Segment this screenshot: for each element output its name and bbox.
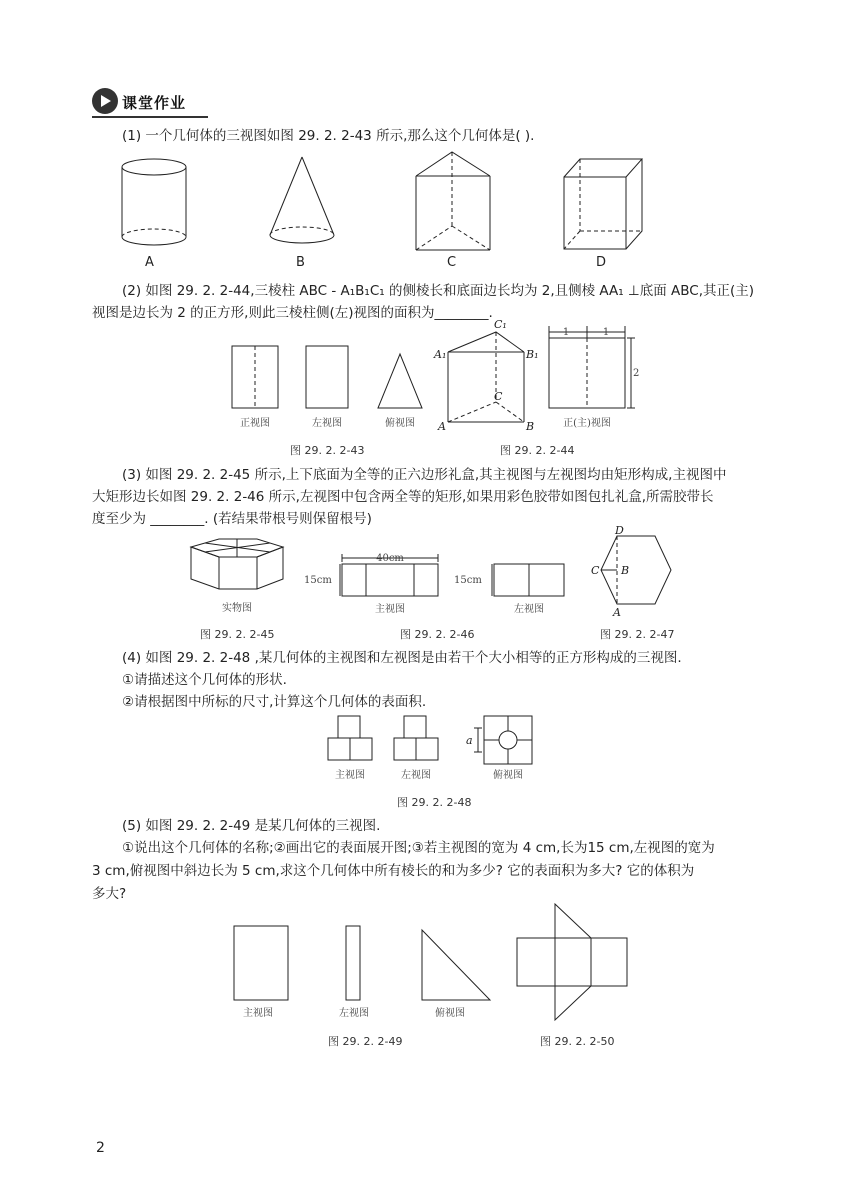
main-view-label: 主视图 bbox=[375, 604, 405, 615]
dim-2: 2 bbox=[633, 368, 640, 379]
real-view-label: 实物图 bbox=[222, 603, 252, 614]
caption-43: 图 29. 2. 2-43 bbox=[290, 444, 365, 457]
front-view-label: 正视图 bbox=[240, 418, 270, 429]
q5-left-view-label: 左视图 bbox=[339, 1008, 369, 1019]
vertex-b1: B₁ bbox=[526, 348, 539, 361]
dim-1-left: 1 bbox=[562, 327, 570, 338]
triangular-prism-figure bbox=[410, 150, 500, 255]
page-number: 2 bbox=[96, 1140, 105, 1156]
hexagon-figure-47 bbox=[585, 524, 680, 619]
hex-vertex-d: D bbox=[615, 524, 624, 537]
three-views-figure-48 bbox=[322, 712, 542, 792]
question-4-sub-1: ①请描述这个几何体的形状. bbox=[122, 672, 287, 688]
q5-top-view-label: 俯视图 bbox=[435, 1008, 465, 1019]
prism-abc-figure bbox=[432, 318, 542, 438]
cube-figure bbox=[558, 155, 648, 255]
option-b-label: B bbox=[296, 255, 305, 270]
cone-figure bbox=[262, 155, 342, 255]
vertex-c1: C₁ bbox=[494, 318, 507, 331]
main-view-figure-46 bbox=[300, 550, 445, 620]
q5-main-view-label: 主视图 bbox=[243, 1008, 273, 1019]
caption-46: 图 29. 2. 2-46 bbox=[400, 628, 475, 641]
hex-vertex-a: A bbox=[613, 606, 621, 619]
question-2-line-2: 视图是边长为 2 的正方形,则此三棱柱侧(左)视图的面积为________. bbox=[92, 305, 493, 321]
option-d-label: D bbox=[596, 255, 607, 270]
q4-top-view-label: 俯视图 bbox=[493, 770, 523, 781]
left-view-label: 左视图 bbox=[514, 604, 544, 615]
vertex-b: B bbox=[526, 420, 535, 433]
hex-vertex-c: C bbox=[591, 564, 600, 577]
vertex-c: C bbox=[494, 390, 503, 403]
question-3-line-2: 大矩形边长如图 29. 2. 2-46 所示,左视图中包含两全等的矩形,如果用彩色胶带如图包扎礼盒,所需胶带长 bbox=[92, 489, 714, 505]
left-view-figure-46 bbox=[452, 550, 572, 620]
option-c-label: C bbox=[447, 255, 457, 270]
question-1-text: (1) 一个几何体的三视图如图 29. 2. 2-43 所示,那么这个几何体是( ). bbox=[122, 128, 535, 144]
dim-a-label: a bbox=[466, 734, 473, 747]
top-view-label: 俯视图 bbox=[385, 418, 415, 429]
question-3-line-3: 度至少为 ________. (若结果带根号则保留根号) bbox=[92, 511, 372, 527]
question-4-line-1: (4) 如图 29. 2. 2-48 ,某几何体的主视图和左视图是由若干个大小相等的正方形构成的三视图. bbox=[122, 650, 682, 666]
q4-main-view-label: 主视图 bbox=[335, 770, 365, 781]
main-height-label: 15cm bbox=[304, 575, 332, 586]
left-height-label: 15cm bbox=[454, 575, 482, 586]
vertex-a: A bbox=[438, 420, 446, 433]
caption-47: 图 29. 2. 2-47 bbox=[600, 628, 675, 641]
question-5-line-2: ①说出这个几何体的名称;②画出它的表面展开图;③若主视图的宽为 4 cm,长为15 cm,左视图的宽为 bbox=[122, 840, 715, 856]
question-2-line-1: (2) 如图 29. 2. 2-44,三棱柱 ABC - A₁B₁C₁ 的侧棱长和底面边长均为 2,且侧棱 AA₁ ⊥底面 ABC,其正(主) bbox=[122, 283, 755, 299]
question-4-sub-2: ②请根据图中所标的尺寸,计算这个几何体的表面积. bbox=[122, 694, 427, 710]
hexagon-gift-box-figure bbox=[183, 533, 293, 618]
three-views-figure-49 bbox=[228, 918, 498, 1028]
caption-45: 图 29. 2. 2-45 bbox=[200, 628, 275, 641]
cylinder-figure bbox=[110, 155, 200, 255]
question-5-line-4: 多大? bbox=[92, 886, 127, 902]
caption-44: 图 29. 2. 2-44 bbox=[500, 444, 575, 457]
question-3-line-1: (3) 如图 29. 2. 2-45 所示,上下底面为全等的正六边形礼盒,其主视图与左视图均由矩形构成,主视图中 bbox=[122, 467, 727, 483]
hex-vertex-b: B bbox=[621, 564, 630, 577]
three-views-figure-43 bbox=[228, 340, 428, 435]
section-title: 课堂作业 bbox=[122, 94, 187, 112]
width-label: 40cm bbox=[376, 553, 404, 564]
option-a-label: A bbox=[145, 255, 154, 270]
dim-1-right: 1 bbox=[602, 327, 610, 338]
surface-net-figure-50 bbox=[515, 900, 635, 1025]
front-view-dimension-figure bbox=[545, 322, 645, 437]
question-5-line-1: (5) 如图 29. 2. 2-49 是某几何体的三视图. bbox=[122, 818, 381, 834]
front-main-view-label: 正(主)视图 bbox=[563, 418, 611, 429]
vertex-a1: A₁ bbox=[434, 348, 447, 361]
caption-50: 图 29. 2. 2-50 bbox=[540, 1035, 615, 1048]
caption-49: 图 29. 2. 2-49 bbox=[328, 1035, 403, 1048]
caption-48: 图 29. 2. 2-48 bbox=[397, 796, 472, 809]
question-5-line-3: 3 cm,俯视图中斜边长为 5 cm,求这个几何体中所有棱长的和为多少? 它的表面积为多大? 它的体积为 bbox=[92, 863, 695, 879]
left-view-label: 左视图 bbox=[312, 418, 342, 429]
q4-left-view-label: 左视图 bbox=[401, 770, 431, 781]
